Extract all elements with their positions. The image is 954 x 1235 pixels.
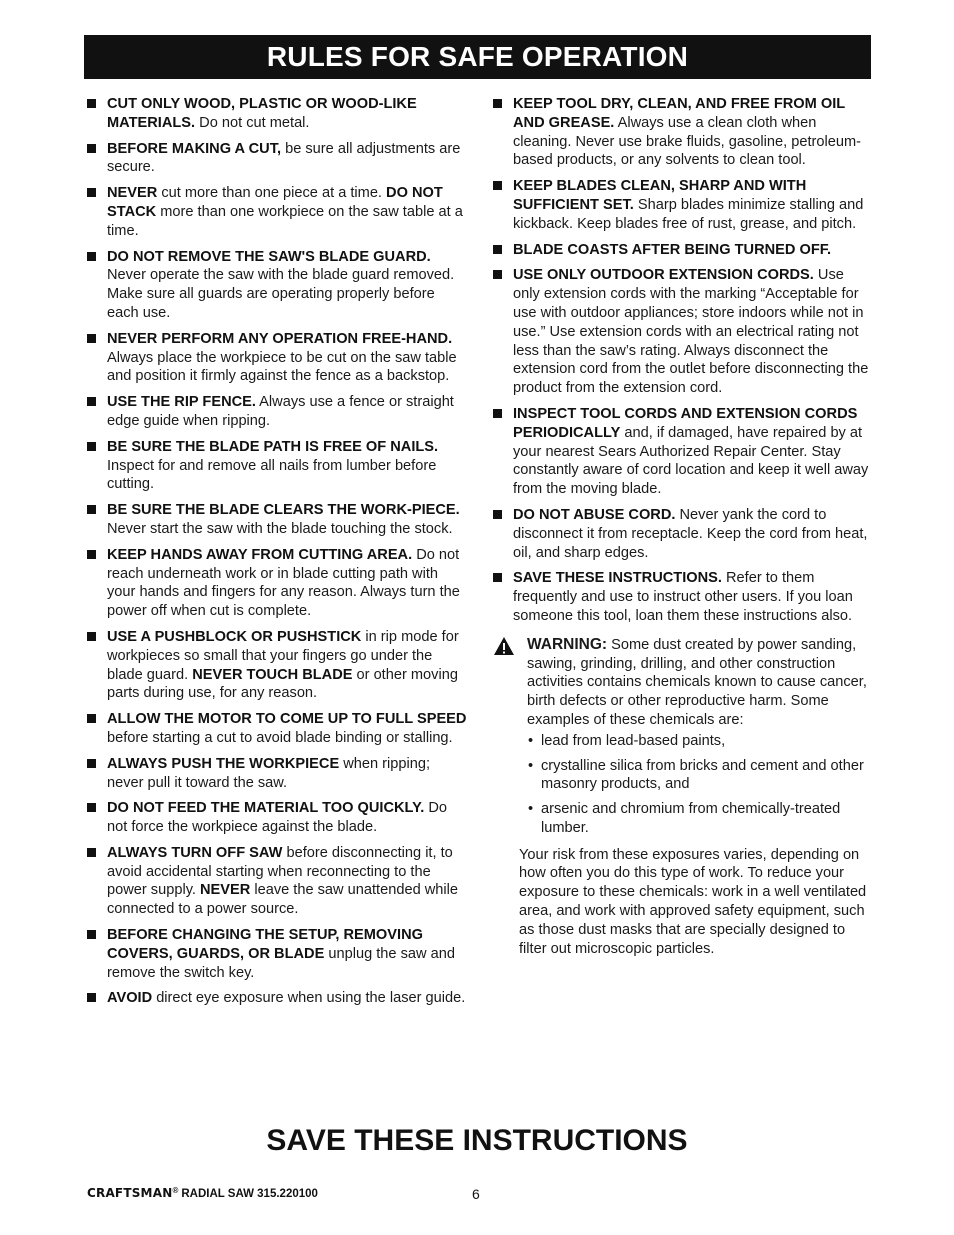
right-rules-column — [493, 95, 873, 958]
rule-heading: INSPECT TOOL CORDS AND EXTENSION CORDS PERIODICALLY — [513, 405, 858, 441]
rule-text: Always use a clean cloth when cleaning. Never use brake fluids, gasoline, petroleum-based products, or any solvents to clean tool. — [513, 114, 862, 169]
registered-mark: ® — [172, 1186, 179, 1195]
rule-text: before starting a cut to avoid blade binding or stalling. — [107, 729, 453, 746]
square-bullet-icon — [87, 334, 96, 343]
rule-text: Sharp blades minimize stalling and kickback. Keep blades free of rust, grease, and pitch. — [513, 196, 864, 232]
rule-text: or other moving parts during use, for any reason. — [107, 666, 458, 702]
square-bullet-icon — [87, 442, 96, 451]
safety-rule — [87, 184, 467, 240]
warning-chemicals-list — [527, 732, 873, 838]
rule-text: Never operate the saw with the blade guard removed. Make sure all guards are operating properly before each use. — [107, 267, 455, 321]
safety-rule — [87, 330, 467, 386]
rule-text: be sure all adjustments are secure. — [107, 140, 461, 176]
square-bullet-icon — [87, 848, 96, 857]
warning-triangle-icon — [493, 636, 515, 656]
safety-rule — [87, 546, 467, 621]
rule-heading: BEFORE MAKING A CUT, — [107, 140, 282, 157]
rule-text: Do not reach underneath work or in blade cutting path with your hands and fingers for any reason. Always turn the power off when cut is complete. — [107, 546, 460, 620]
rule-text: Always use a fence or straight edge guide when ripping. — [107, 394, 454, 429]
rule-text: Always place the workpiece to be cut on the saw table and position it firmly against the fence as a backstop. — [107, 349, 457, 385]
square-bullet-icon — [87, 993, 96, 1002]
safety-rule — [87, 755, 467, 793]
square-bullet-icon — [87, 505, 96, 514]
square-bullet-icon — [87, 632, 96, 641]
safety-rule — [493, 241, 873, 260]
rule-heading: NEVER TOUCH BLADE — [192, 666, 353, 683]
rule-heading: BLADE COASTS AFTER BEING TURNED OFF. — [513, 241, 832, 258]
rule-heading: DO NOT STACK — [107, 185, 443, 220]
square-bullet-icon — [87, 397, 96, 406]
square-bullet-icon — [493, 510, 502, 519]
warning-intro-text: Some dust created by power sanding, sawing, grinding, drilling, and other construction activities contains chemicals known to cause cancer, birth defects or other reproductive harm. Some examples of these chemicals are: — [527, 636, 867, 728]
safety-rule — [87, 95, 467, 133]
safety-rule — [87, 501, 467, 539]
page-number: 6 — [472, 1186, 480, 1202]
warning-intro — [527, 636, 873, 730]
rule-text: cut more than one piece at a time. — [157, 185, 387, 202]
rule-text: when ripping; never pull it toward the saw. — [107, 755, 431, 791]
rule-heading: NEVER — [200, 882, 251, 899]
safety-rule — [493, 569, 873, 625]
left-rules-column — [87, 95, 467, 1015]
square-bullet-icon — [493, 573, 502, 582]
safety-rule — [87, 248, 467, 323]
rule-heading: BE SURE THE BLADE CLEARS THE WORK-PIECE. — [107, 502, 460, 519]
rule-text: Refer to them frequently and use to instruct other users. If you loan someone this tool, loan them these instructions also. — [513, 570, 853, 624]
safety-rule — [493, 95, 873, 170]
rule-heading: KEEP BLADES CLEAN, SHARP AND WITH SUFFICIENT SET. — [513, 178, 807, 213]
square-bullet-icon — [493, 245, 502, 254]
list-item: • arsenic and chromium from chemically-treated lumber. — [528, 801, 841, 836]
square-bullet-icon — [87, 930, 96, 939]
safety-rule — [87, 628, 467, 703]
rule-heading: ALLOW THE MOTOR TO COME UP TO FULL SPEED — [107, 711, 467, 728]
rule-heading: KEEP HANDS AWAY FROM CUTTING AREA. — [107, 546, 413, 563]
rule-text: and, if damaged, have repaired by at your nearest Sears Authorized Repair Center. Stay constantly aware of cord location and keep it well away from the moving blade. — [513, 424, 869, 498]
rule-text: Do not force the workpiece against the blade. — [107, 800, 448, 836]
square-bullet-icon — [87, 144, 96, 153]
square-bullet-icon — [87, 803, 96, 812]
rule-heading: ALWAYS PUSH THE WORKPIECE — [107, 755, 340, 772]
safety-rule — [87, 926, 467, 982]
rule-heading: CUT ONLY WOOD, PLASTIC OR WOOD-LIKE MATERIALS. — [107, 96, 417, 131]
rule-text: leave the saw unattended while connected to a power source. — [107, 882, 458, 918]
rule-heading: NEVER PERFORM ANY OPERATION FREE-HAND. — [107, 330, 453, 347]
rule-heading: ALWAYS TURN OFF SAW — [107, 844, 283, 861]
warning-block — [493, 636, 873, 959]
rule-heading: DO NOT ABUSE CORD. — [513, 506, 676, 523]
rule-heading: DO NOT REMOVE THE SAW'S BLADE GUARD. — [107, 248, 431, 265]
square-bullet-icon — [87, 188, 96, 197]
rule-heading: BEFORE CHANGING THE SETUP, REMOVING COVERS, GUARDS, OR BLADE — [107, 927, 423, 962]
brand-logo: CRAFTSMAN — [87, 1186, 173, 1200]
right-rules-list — [493, 95, 873, 626]
rule-text: Use only extension cords with the marking “Acceptable for use with outdoor appliances; store indoors while not in use.” Use extension cords with an electrical rating not less than the saw’s rating. Always disconnect the extension cord from the outlet before disconnecting the product from the extension cord. — [513, 267, 869, 397]
rule-heading: SAVE THESE INSTRUCTIONS. — [513, 570, 722, 587]
rule-text: more than one workpiece on the saw table at a time. — [107, 203, 463, 239]
rule-text: before disconnecting it, to avoid accidental starting when reconnecting to the power supply. — [107, 844, 453, 899]
rule-heading: DO NOT FEED THE MATERIAL TOO QUICKLY. — [107, 800, 425, 817]
save-instructions-title: SAVE THESE INSTRUCTIONS — [266, 1124, 688, 1157]
safety-rule — [493, 266, 873, 398]
bullet-dot-icon: • — [528, 801, 534, 818]
section-banner: RULES FOR SAFE OPERATION — [84, 35, 871, 79]
rule-heading: BE SURE THE BLADE PATH IS FREE OF NAILS. — [107, 438, 439, 455]
rule-text: Never yank the cord to disconnect it from receptacle. Keep the cord from heat, oil, and sharp edges. — [513, 506, 868, 561]
safety-rule — [87, 438, 467, 494]
list-item: • lead from lead-based paints, — [528, 732, 726, 749]
rule-text: Inspect for and remove all nails from lumber before cutting. — [107, 457, 437, 493]
safety-rule — [87, 844, 467, 919]
square-bullet-icon — [493, 99, 502, 108]
safety-rule — [87, 799, 467, 837]
safety-rule — [87, 393, 467, 431]
rule-text: direct eye exposure when using the laser guide. — [152, 990, 466, 1007]
rule-heading: USE ONLY OUTDOOR EXTENSION CORDS. — [513, 267, 814, 284]
square-bullet-icon — [87, 252, 96, 261]
rule-heading: AVOID — [107, 990, 153, 1007]
safety-rule — [87, 710, 467, 748]
safety-rule — [87, 989, 467, 1008]
safety-rule — [493, 405, 873, 499]
footer-model — [87, 1186, 318, 1200]
bullet-dot-icon: • — [528, 732, 534, 749]
square-bullet-icon — [493, 181, 502, 190]
list-item: • crystalline silica from bricks and cement and other masonry products, and — [528, 757, 864, 793]
safety-rule — [493, 506, 873, 562]
rule-heading: NEVER — [107, 185, 158, 202]
model-number: RADIAL SAW 315.220100 — [181, 1188, 318, 1200]
square-bullet-icon — [87, 714, 96, 723]
square-bullet-icon — [87, 550, 96, 559]
square-bullet-icon — [87, 759, 96, 768]
rule-heading: USE A PUSHBLOCK OR PUSHSTICK — [107, 628, 362, 645]
warning-risk-text: Your risk from these exposures varies, depending on how often you do this type of work. To reduce your exposure to these chemicals: work in a well ventilated area, and work with approved safety equipment, such as those dust masks that are specially designed to filter out microscopic particles. — [519, 846, 867, 957]
rule-heading: USE THE RIP FENCE. — [107, 394, 256, 411]
bullet-dot-icon: • — [528, 757, 534, 774]
safety-rule — [87, 140, 467, 178]
square-bullet-icon — [87, 99, 96, 108]
rule-text: in rip mode for workpieces so small that your fingers go under the blade guard. — [107, 628, 459, 683]
warning-label: WARNING: — [527, 635, 608, 653]
safety-rule — [493, 177, 873, 233]
square-bullet-icon — [493, 409, 502, 418]
square-bullet-icon — [493, 270, 502, 279]
rule-text: Do not cut metal. — [195, 114, 310, 131]
rule-text: Never start the saw with the blade touching the stock. — [107, 520, 453, 537]
rule-text: unplug the saw and remove the switch key. — [107, 945, 455, 981]
rule-heading: KEEP TOOL DRY, CLEAN, AND FREE FROM OIL AND GREASE. — [513, 96, 845, 131]
